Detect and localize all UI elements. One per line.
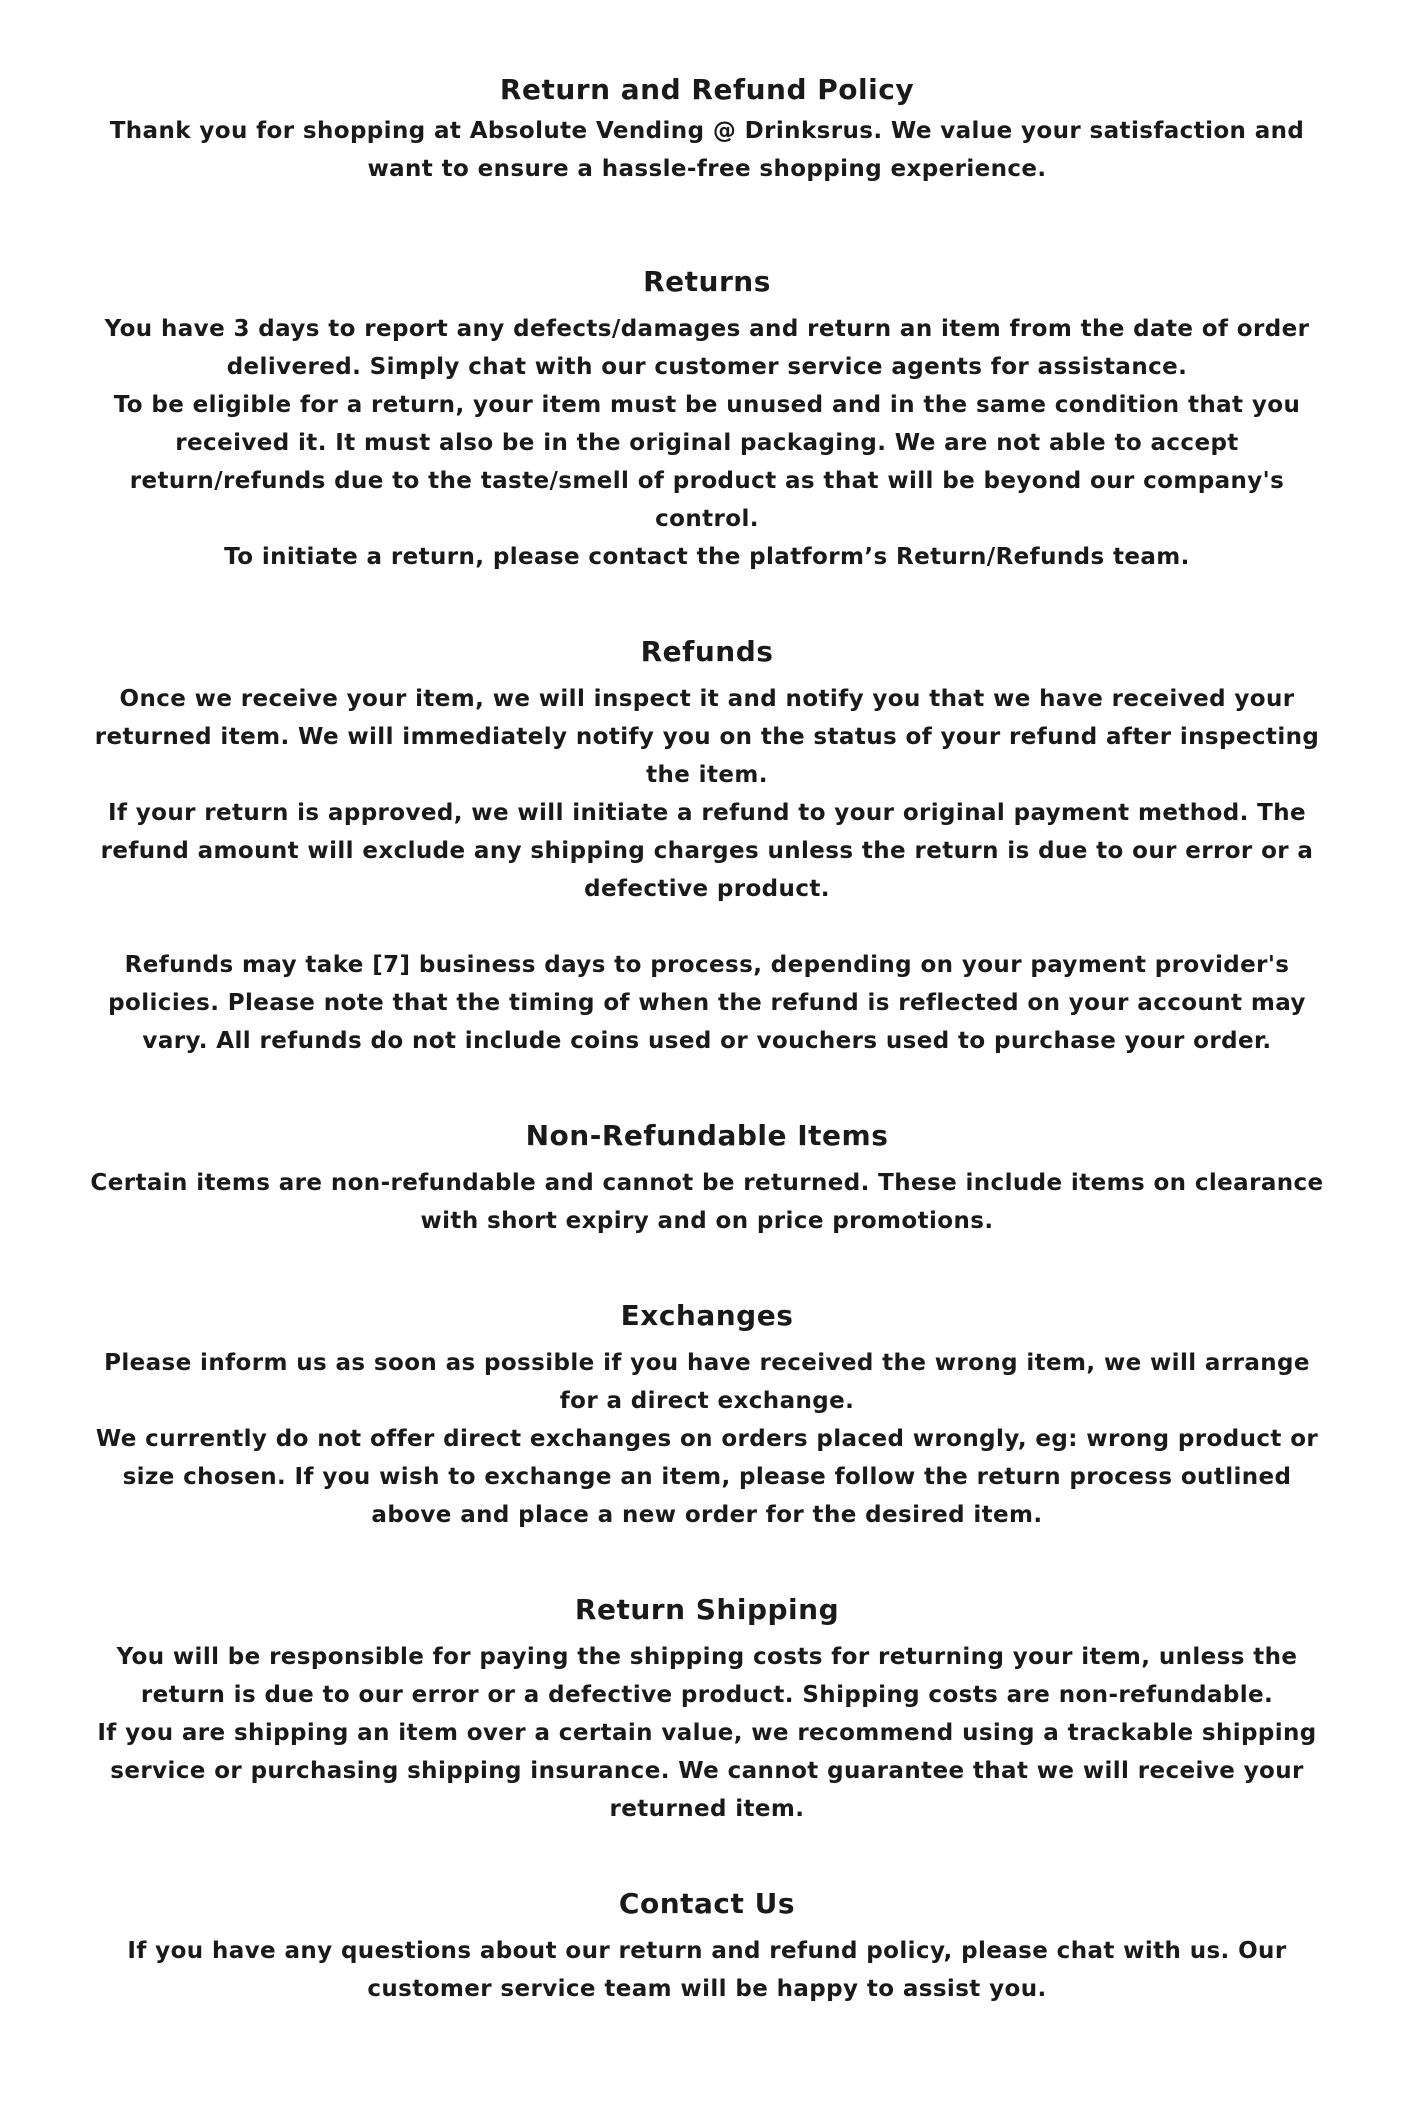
section-return-shipping-paragraph-1: You will be responsible for paying the shipping costs for returning your item, unless the return is due to our error or a defective product. Shipping costs are non-refundable. [116,1644,1298,1708]
section-contact-us-paragraph-1: If you have any questions about our return and refund policy, please chat with us. Our customer service team will be happy to assist you. [127,1938,1287,2002]
section-return-shipping-paragraph-2: If you are shipping an item over a certain value, we recommend using a trackable shipping service or purchasing shipping insurance. We cannot guarantee that we will receive your returned item. [97,1720,1317,1822]
section-refunds-heading: Refunds [640,635,774,668]
section-exchanges-heading: Exchanges [620,1299,794,1332]
section-return-shipping-heading: Return Shipping [574,1593,840,1626]
section-non-refundable-items-paragraph-1: Certain items are non-refundable and cannot be returned. These include items on clearance with short expiry and on price promotions. [90,1170,1324,1234]
page-title: Return and Refund Policy [499,73,915,106]
policy-content [87,72,1327,2008]
section-returns-paragraph-2: To be eligible for a return, your item must be unused and in the same condition that you received it. It must also be in the original packaging. We are not able to accept return/refunds due to the taste/smell of product as that will be beyond our company's control. [113,392,1301,532]
section-returns-paragraph-3: To initiate a return, please contact the platform’s Return/Refunds team. [224,544,1190,570]
section-returns-heading: Returns [643,265,771,298]
section-non-refundable-items-heading: Non-Refundable Items [525,1119,889,1152]
section-refunds [87,634,1327,1060]
section-exchanges-paragraph-1: Please inform us as soon as possible if you have received the wrong item, we will arrange for a direct exchange. [104,1350,1310,1414]
intro-paragraph: Thank you for shopping at Absolute Vending @ Drinksrus. We value your satisfaction and want to ensure a hassle-free shopping experience. [109,118,1305,182]
section-refunds-paragraph-3: Refunds may take [7] business days to process, depending on your payment provider's policies. Please note that the timing of when the refund is reflected on your account may vary. All refunds do not include coins used or vouchers used to purchase your order. [108,952,1306,1054]
section-non-refundable-items [87,1118,1327,1240]
section-refunds-paragraph-1: Once we receive your item, we will inspect it and notify you that we have received your returned item. We will immediately notify you on the status of your refund after inspecting the item. [94,686,1320,788]
section-returns [87,264,1327,576]
section-return-shipping [87,1592,1327,1828]
section-returns-paragraph-1: You have 3 days to report any defects/damages and return an item from the date of order delivered. Simply chat with our customer service agents for assistance. [104,316,1310,380]
section-exchanges [87,1298,1327,1534]
section-contact-us-heading: Contact Us [618,1887,796,1920]
section-exchanges-paragraph-2: We currently do not offer direct exchanges on orders placed wrongly, eg: wrong product or size chosen. If you wish to exchange an item, please follow the return process outlined above and place a new order for the desired item. [95,1426,1319,1528]
section-refunds-paragraph-2: If your return is approved, we will initiate a refund to your original payment method. The refund amount will exclude any shipping charges unless the return is due to our error or a defective product. [100,800,1314,902]
section-contact-us [87,1886,1327,2008]
